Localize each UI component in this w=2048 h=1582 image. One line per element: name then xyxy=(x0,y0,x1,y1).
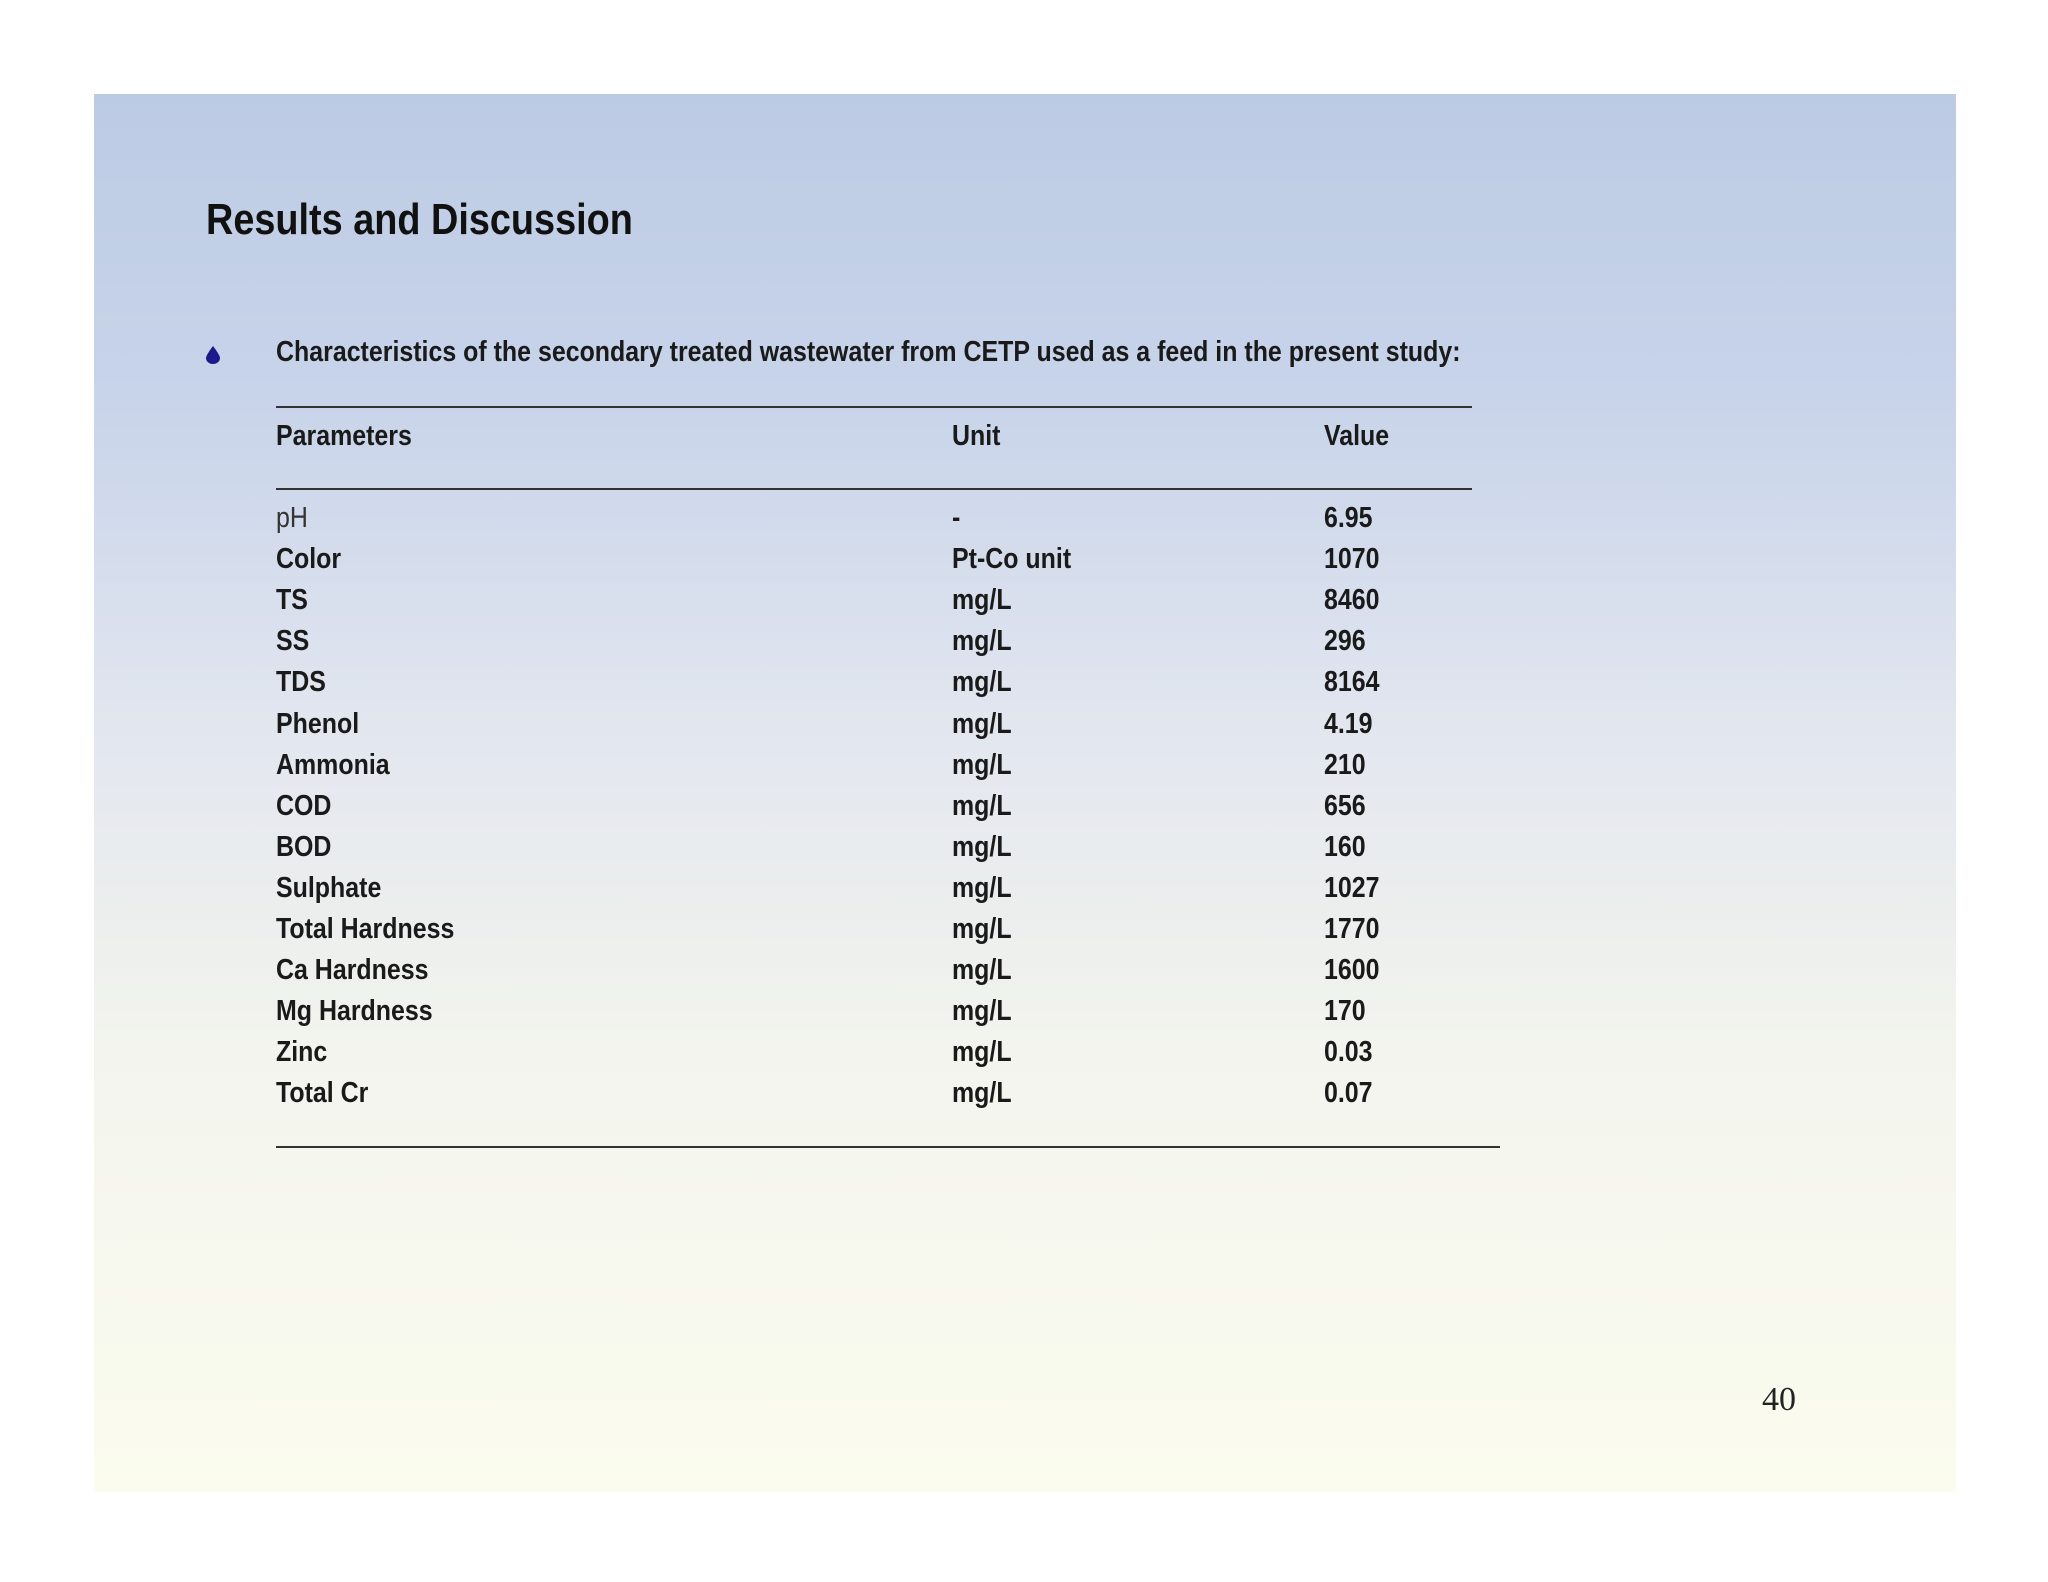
cell-value: 4.19 xyxy=(1324,708,1373,740)
cell-parameter: Mg Hardness xyxy=(276,995,433,1027)
cell-unit: mg/L xyxy=(952,831,1012,863)
cell-value: 1600 xyxy=(1324,954,1380,986)
cell-value: 656 xyxy=(1324,790,1366,822)
cell-parameter: SS xyxy=(276,625,310,657)
cell-unit: mg/L xyxy=(952,666,1012,698)
cell-parameter: Zinc xyxy=(276,1036,328,1068)
cell-parameter: Ammonia xyxy=(276,749,390,781)
cell-value: 210 xyxy=(1324,749,1366,781)
cell-value: 170 xyxy=(1324,995,1366,1027)
cell-unit: mg/L xyxy=(952,708,1012,740)
cell-parameter: Ca Hardness xyxy=(276,954,429,986)
cell-unit: - xyxy=(952,502,961,534)
header-unit: Unit xyxy=(952,420,1001,452)
cell-value: 8164 xyxy=(1324,666,1380,698)
cell-parameter: pH xyxy=(276,502,308,534)
cell-unit: Pt-Co unit xyxy=(952,543,1072,575)
cell-parameter: Total Hardness xyxy=(276,913,455,945)
cell-parameter: Sulphate xyxy=(276,872,382,904)
cell-unit: mg/L xyxy=(952,872,1012,904)
cell-unit: mg/L xyxy=(952,625,1012,657)
table-top-rule xyxy=(276,406,1472,408)
cell-value: 1770 xyxy=(1324,913,1380,945)
slide xyxy=(94,94,1956,1492)
cell-unit: mg/L xyxy=(952,995,1012,1027)
cell-value: 1027 xyxy=(1324,872,1380,904)
cell-value: 160 xyxy=(1324,831,1366,863)
cell-unit: mg/L xyxy=(952,749,1012,781)
cell-parameter: COD xyxy=(276,790,332,822)
water-drop-icon xyxy=(206,346,220,364)
cell-value: 296 xyxy=(1324,625,1366,657)
cell-parameter: Total Cr xyxy=(276,1077,369,1109)
cell-unit: mg/L xyxy=(952,913,1012,945)
cell-value: 0.07 xyxy=(1324,1077,1373,1109)
cell-unit: mg/L xyxy=(952,790,1012,822)
bullet-text: Characteristics of the secondary treated wastewater from CETP used as a feed in the present study: xyxy=(276,336,1461,368)
cell-unit: mg/L xyxy=(952,1036,1012,1068)
cell-parameter: TDS xyxy=(276,666,326,698)
cell-unit: mg/L xyxy=(952,954,1012,986)
table-header-rule xyxy=(276,488,1472,490)
cell-parameter: TS xyxy=(276,584,308,616)
cell-parameter: Phenol xyxy=(276,708,360,740)
cell-value: 6.95 xyxy=(1324,502,1373,534)
table-bottom-rule xyxy=(276,1146,1500,1148)
cell-parameter: BOD xyxy=(276,831,332,863)
header-parameters: Parameters xyxy=(276,420,412,452)
cell-parameter: Color xyxy=(276,543,342,575)
slide-title: Results and Discussion xyxy=(206,195,633,244)
cell-value: 0.03 xyxy=(1324,1036,1373,1068)
cell-value: 1070 xyxy=(1324,543,1380,575)
header-value: Value xyxy=(1324,420,1390,452)
cell-value: 8460 xyxy=(1324,584,1380,616)
page-number: 40 xyxy=(1762,1381,1796,1418)
cell-unit: mg/L xyxy=(952,584,1012,616)
cell-unit: mg/L xyxy=(952,1077,1012,1109)
